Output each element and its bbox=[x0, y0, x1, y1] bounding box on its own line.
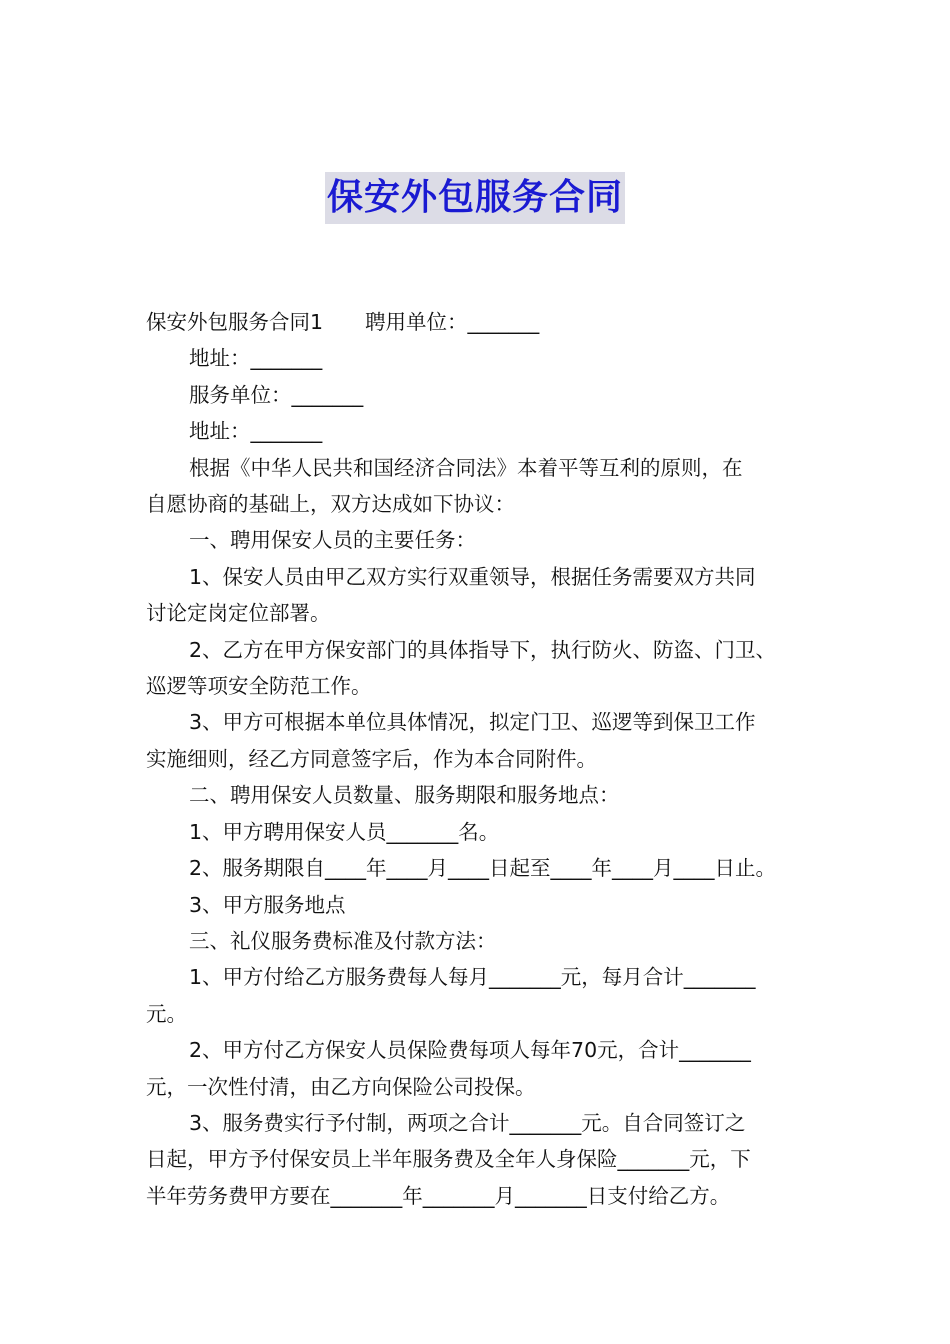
contract-body bbox=[146, 304, 826, 1214]
section-1-item-1-line-1: 1、保安人员由甲乙双方实行双重领导，根据任务需要双方共同 bbox=[189, 564, 756, 589]
section-1-item-2-line-2: 巡逻等项安全防范工作。 bbox=[146, 674, 372, 699]
section-3-item-3-line-1: 3、服务费实行予付制，两项之合计_______元。自合同签订之 bbox=[189, 1110, 746, 1135]
employer-address-field: 地址：_______ bbox=[189, 346, 323, 371]
document-title-block bbox=[0, 172, 950, 224]
section-3-heading: 三、礼仪服务费标准及付款方法： bbox=[189, 928, 497, 953]
preamble-line-1: 根据《中华人民共和国经济合同法》本着平等互利的原则，在 bbox=[189, 455, 743, 480]
section-1-heading: 一、聘用保安人员的主要任务： bbox=[189, 528, 476, 553]
contract-first-line bbox=[146, 304, 826, 340]
section-1-item-1-line-2: 讨论定岗定位部署。 bbox=[146, 601, 331, 626]
section-1-item-3-line-2: 实施细则，经乙方同意签字后，作为本合同附件。 bbox=[146, 746, 597, 771]
section-2-item-3: 3、甲方服务地点 bbox=[189, 892, 346, 917]
preamble-line-2: 自愿协商的基础上，双方达成如下协议： bbox=[146, 492, 515, 517]
service-unit-address-field: 地址：_______ bbox=[189, 419, 323, 444]
section-2-heading: 二、聘用保安人员数量、服务期限和服务地点： bbox=[189, 783, 620, 808]
section-1-item-3-line-1: 3、甲方可根据本单位具体情况，拟定门卫、巡逻等到保卫工作 bbox=[189, 710, 756, 735]
section-3-item-3-line-2: 日起，甲方予付保安员上半年服务费及全年人身保险_______元，下 bbox=[146, 1147, 751, 1172]
section-3-item-1-line-2: 元。 bbox=[146, 1001, 187, 1026]
section-3-item-2-line-1: 2、甲方付乙方保安人员保险费每项人每年70元，合计_______ bbox=[189, 1038, 751, 1063]
section-2-item-1: 1、甲方聘用保安人员_______名。 bbox=[189, 819, 500, 844]
employer-field: 聘用单位：_______ bbox=[365, 310, 540, 334]
section-3-item-2-line-2: 元，一次性付清，由乙方向保险公司投保。 bbox=[146, 1074, 536, 1099]
document-title: 保安外包服务合同 bbox=[325, 172, 625, 224]
section-3-item-1-line-1: 1、甲方付给乙方服务费每人每月_______元，每月合计_______ bbox=[189, 965, 756, 990]
section-2-item-2: 2、服务期限自____年____月____日起至____年____月____日止。 bbox=[189, 856, 777, 881]
service-unit-field: 服务单位：_______ bbox=[189, 382, 364, 407]
section-3-item-3-line-3: 半年劳务费甲方要在_______年_______月_______日支付给乙方。 bbox=[146, 1183, 731, 1208]
contract-number-heading: 保安外包服务合同1 bbox=[146, 310, 324, 334]
section-1-item-2-line-1: 2、乙方在甲方保安部门的具体指导下，执行防火、防盗、门卫、 bbox=[189, 637, 777, 662]
